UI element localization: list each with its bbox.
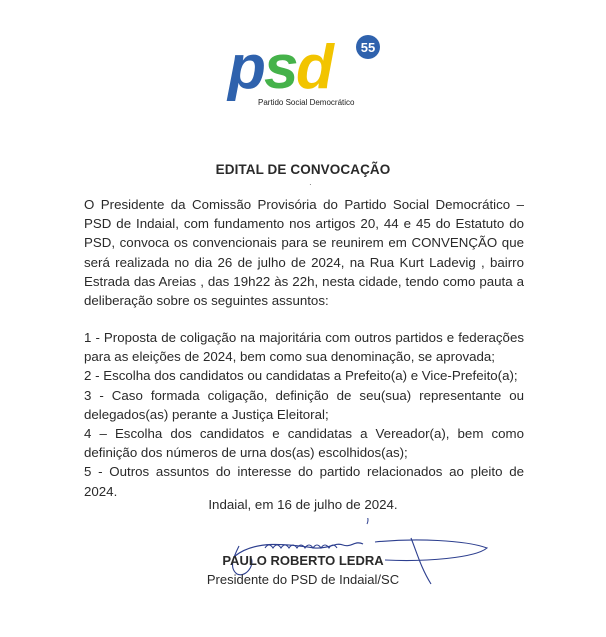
agenda-item: 5 - Outros assuntos do interesse do partido relacionados ao pleito de 2024. [84,464,524,499]
decorative-dot: · [309,180,312,189]
logo-letter-d: d [296,33,334,102]
agenda-item: 4 – Escolha dos candidatos e candidatas a Vereador(a), bem como definição dos números de urna dos(as) escolhidos(as); [84,426,524,461]
dateline: Indaial, em 16 de julho de 2024. [208,497,398,512]
signer-role: Presidente do PSD de Indaial/SC [206,572,400,587]
agenda-item: 3 - Caso formada coligação, definição de seu(sua) representante ou delegados(as) perante a Justiça Eleitoral; [84,387,524,422]
document-title: EDITAL DE CONVOCAÇÃO [215,162,391,177]
logo-number: 55 [360,40,376,55]
logo-tagline: Partido Social Democrático [258,98,355,107]
logo-letter-s: s [264,33,299,102]
logo-letter-p: p [228,33,266,102]
agenda-item: 2 - Escolha dos candidatos ou candidatas a Prefeito(a) e Vice-Prefeito(a); [84,368,518,384]
psd-logo [226,30,386,110]
signer-name: PAULO ROBERTO LEDRA [222,553,384,568]
agenda-list [84,328,524,501]
agenda-item: 1 - Proposta de coligação na majoritária com outros partidos e federações para as eleições de 2024, bem como sua denominação, se aprovada; [84,330,524,365]
convocation-paragraph: O Presidente da Comissão Provisória do Partido Social Democrático – PSD de Indaial, com fundamento nos artigos 20, 44 e 45 do Estatuto do PSD, convoca os convencionais para se reunirem em CONVENÇÃO que será realizada no dia 26 de julho de 2024, na Rua Kurt Ladevig , bairro Estrada das Areias , das 19h22 às 22h, nesta cidade, tendo como pauta a deliberação sobre os seguintes assuntos: [84,197,524,309]
